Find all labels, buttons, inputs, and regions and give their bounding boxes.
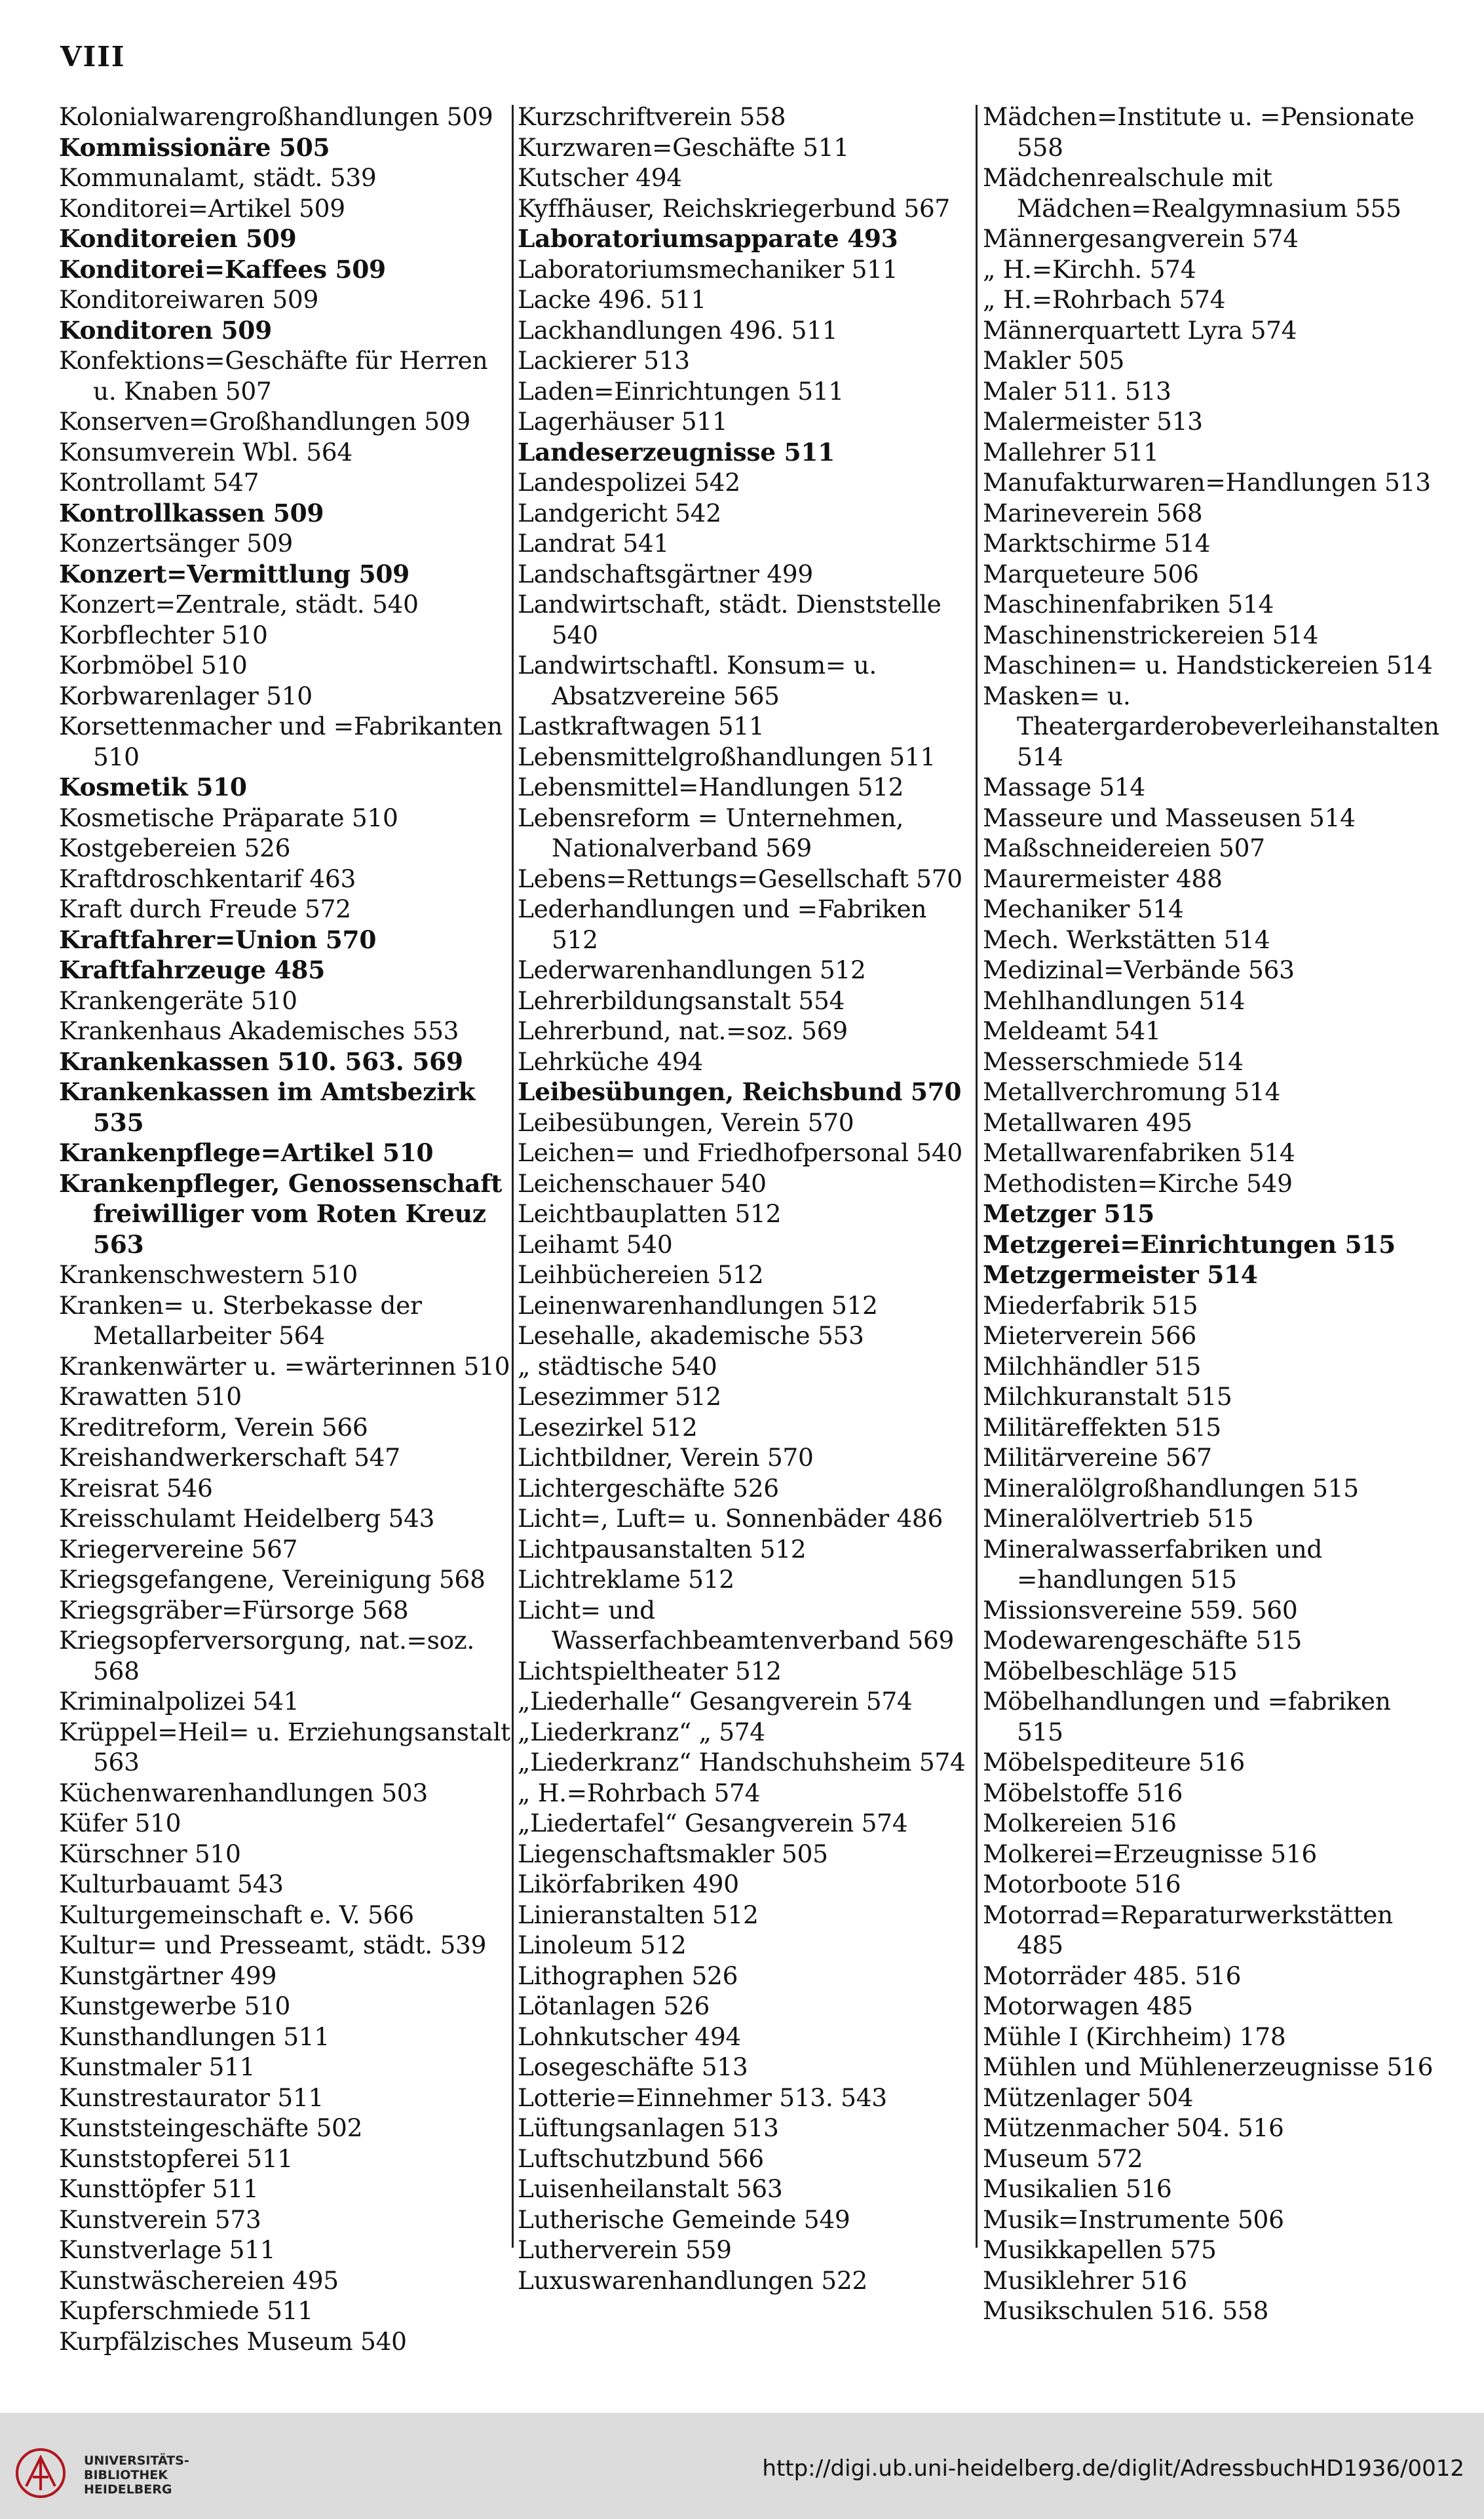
- index-entry: Masseure und Masseusen 514: [983, 803, 1356, 832]
- index-entry: Likörfabriken 490: [518, 1870, 739, 1898]
- index-entry: Kommissionäre 505: [59, 132, 330, 162]
- index-entry: Maler 511. 513: [983, 376, 1171, 406]
- index-entry: Möbelspediteure 516: [983, 1748, 1245, 1777]
- index-entry: Kunststeingeschäfte 502: [59, 2113, 363, 2142]
- index-entry: Kosmetische Präparate 510: [59, 803, 398, 832]
- index-entry: Krankenpflege=Artikel 510: [59, 1138, 434, 1167]
- index-entry: Messerschmiede 514: [983, 1047, 1244, 1076]
- index-entry: Kosmetik 510: [59, 773, 247, 801]
- index-entry: Luisenheilanstalt 563: [518, 2174, 783, 2203]
- index-entry: Kurzwaren=Geschäfte 511: [518, 132, 849, 162]
- index-entry: Kunststopferei 511: [59, 2144, 293, 2173]
- index-entry: Männerquartett Lyra 574: [983, 315, 1297, 345]
- index-entry: Leibesübungen, Reichsbund 570: [518, 1077, 962, 1106]
- index-entry: Mehlhandlungen 514: [983, 986, 1246, 1015]
- index-entry: Lackierer 513: [518, 346, 690, 375]
- index-entry: Kriegsgräber=Fürsorge 568: [59, 1595, 409, 1625]
- index-entry: Kurpfälzisches Museum 540: [59, 2326, 407, 2356]
- index-entry: Musiklehrer 516: [983, 2265, 1187, 2295]
- index-entry: Mützenmacher 504. 516: [983, 2113, 1284, 2142]
- index-entry: Kreisrat 546: [59, 1473, 213, 1503]
- index-entry: Leinenwarenhandlungen 512: [518, 1290, 878, 1320]
- index-entry: Musikkapellen 575: [983, 2235, 1217, 2264]
- index-entry: Kontrollkassen 509: [59, 498, 324, 528]
- index-entry: Küfer 510: [59, 1809, 181, 1837]
- index-entry: Modewarengeschäfte 515: [983, 1626, 1302, 1655]
- index-entry: Krüppel=Heil= u. Erziehungsanstalt 563: [59, 1717, 510, 1777]
- index-entry: Lacke 496. 511: [518, 285, 706, 314]
- index-entry: Laboratoriumsapparate 493: [518, 224, 898, 253]
- index-entry: Licht=, Luft= u. Sonnenbäder 486: [518, 1504, 943, 1533]
- index-entry: Leichtbauplatten 512: [518, 1199, 782, 1228]
- index-entry: Landschaftsgärtner 499: [518, 559, 813, 588]
- index-entry: Männergesangverein 574: [983, 224, 1299, 253]
- index-entry: Lesezimmer 512: [518, 1382, 721, 1411]
- index-entry: Lithographen 526: [518, 1961, 738, 1990]
- index-entry: Meldeamt 541: [983, 1016, 1161, 1045]
- index-entry: Krankenkassen 510. 563. 569: [59, 1047, 463, 1076]
- index-entry: Korsettenmacher und =Fabrikanten 510: [59, 712, 503, 771]
- index-entry: Kunstgärtner 499: [59, 1961, 277, 1990]
- index-entry: Musikalien 516: [983, 2174, 1172, 2203]
- index-entry: Mützenlager 504: [983, 2083, 1194, 2112]
- index-entry: Mühle I (Kirchheim) 178: [983, 2022, 1286, 2051]
- index-entry: Lüftungsanlagen 513: [518, 2113, 779, 2142]
- index-entry: Kulturbauamt 543: [59, 1870, 284, 1898]
- index-entry: Lutherverein 559: [518, 2235, 732, 2264]
- index-entry: Lichtspieltheater 512: [518, 1656, 782, 1685]
- index-entry: Kommunalamt, städt. 539: [59, 163, 377, 192]
- index-entry: „ H.=Rohrbach 574: [518, 1778, 761, 1807]
- index-entry: Lehrerbildungsanstalt 554: [518, 986, 845, 1015]
- index-entry: Lichtpausanstalten 512: [518, 1534, 807, 1564]
- index-entry: Korbwarenlager 510: [59, 681, 313, 710]
- index-entry: Marqueteure 506: [983, 559, 1199, 588]
- index-entry: Leichenschauer 540: [518, 1168, 767, 1198]
- index-entry: Korbmöbel 510: [59, 651, 248, 680]
- index-entry: Mädchen=Institute u. =Pensionate 558: [983, 102, 1415, 162]
- index-entry: Motorräder 485. 516: [983, 1961, 1242, 1990]
- index-entry: Maschinenstrickereien 514: [983, 620, 1319, 649]
- index-entry: Konzert=Vermittlung 509: [59, 559, 409, 588]
- index-entry: Mühlen und Mühlenerzeugnisse 516: [983, 2052, 1434, 2081]
- index-entry: Mineralölvertrieb 515: [983, 1504, 1254, 1533]
- index-entry: Landespolizei 542: [518, 468, 740, 497]
- library-name-line: BIBLIOTHEK: [84, 2468, 168, 2482]
- index-entry: Marktschirme 514: [983, 529, 1211, 558]
- index-entry: Krankenhaus Akademisches 553: [59, 1016, 459, 1045]
- index-entry: Maurermeister 488: [983, 864, 1223, 893]
- index-entry: „Liederhalle“ Gesangverein 574: [518, 1687, 913, 1716]
- index-entry: Krankenwärter u. =wärterinnen 510: [59, 1351, 510, 1381]
- index-entry: Konfektions=Geschäfte für Herren u. Knaben 507: [59, 346, 488, 406]
- index-entry: Kraftdroschkentarif 463: [59, 864, 356, 893]
- index-column-3: [983, 102, 1441, 2326]
- index-entry: Krankenschwestern 510: [59, 1260, 358, 1289]
- index-entry: Lichtbildner, Verein 570: [518, 1443, 814, 1472]
- index-entry: Kranken= u. Sterbekasse der Metallarbeiter 564: [59, 1290, 422, 1350]
- index-entry: Kriegervereine 567: [59, 1534, 298, 1564]
- index-entry: Kurzschriftverein 558: [518, 102, 786, 131]
- index-entry: Lagerhäuser 511: [518, 407, 728, 436]
- index-entry: Kupferschmiede 511: [59, 2296, 313, 2325]
- index-entry: Leichen= und Friedhofpersonal 540: [518, 1138, 962, 1167]
- index-entry: Mädchenrealschule mit Mädchen=Realgymnasium 555: [983, 163, 1401, 223]
- library-name-line: HEIDELBERG: [84, 2482, 172, 2497]
- index-entry: Molkerei=Erzeugnisse 516: [983, 1839, 1317, 1868]
- index-entry: Makler 505: [983, 346, 1125, 375]
- index-entry: Mineralwasserfabriken und =handlungen 515: [983, 1534, 1323, 1594]
- index-entry: Lehrküche 494: [518, 1047, 703, 1076]
- index-entry: Linieranstalten 512: [518, 1900, 759, 1929]
- index-entry: Kunsttöpfer 511: [59, 2174, 259, 2203]
- index-entry: Lutherische Gemeinde 549: [518, 2204, 850, 2234]
- index-entry: Konditoren 509: [59, 315, 272, 345]
- index-entry: Leihbüchereien 512: [518, 1260, 764, 1289]
- index-entry: Maschinenfabriken 514: [983, 590, 1274, 619]
- index-entry: Laboratoriumsmechaniker 511: [518, 254, 898, 284]
- index-entry: Lederwarenhandlungen 512: [518, 955, 866, 984]
- index-entry: Lesehalle, akademische 553: [518, 1321, 864, 1350]
- index-entry: Landgericht 542: [518, 498, 721, 528]
- index-entry: Maßschneidereien 507: [983, 834, 1265, 862]
- index-entry: Losegeschäfte 513: [518, 2052, 748, 2081]
- index-entry: Lohnkutscher 494: [518, 2022, 741, 2051]
- library-name-line: UNIVERSITÄTS-: [84, 2453, 189, 2468]
- column-divider: [976, 105, 978, 2248]
- index-entry: Motorboote 516: [983, 1870, 1181, 1898]
- index-entry: Liegenschaftsmakler 505: [518, 1839, 828, 1868]
- index-entry: Missionsvereine 559. 560: [983, 1595, 1298, 1625]
- page-number: VIII: [60, 41, 126, 73]
- index-entry: Landwirtschaftl. Konsum= u. Absatzvereine 565: [518, 651, 877, 710]
- index-entry: Lichtergeschäfte 526: [518, 1473, 779, 1503]
- index-entry: Lederhandlungen und =Fabriken 512: [518, 894, 927, 954]
- index-entry: Möbelhandlungen und =fabriken 515: [983, 1687, 1391, 1746]
- index-entry: Lotterie=Einnehmer 513. 543: [518, 2083, 887, 2112]
- index-entry: Kultur= und Presseamt, städt. 539: [59, 1931, 487, 1959]
- index-entry: Konserven=Großhandlungen 509: [59, 407, 470, 436]
- index-entry: Konditorei=Artikel 509: [59, 193, 345, 223]
- index-entry: Militäreffekten 515: [983, 1412, 1221, 1442]
- index-entry: Landrat 541: [518, 529, 669, 558]
- index-entry: Leihamt 540: [518, 1229, 673, 1259]
- index-entry: „Liedertafel“ Gesangverein 574: [518, 1809, 908, 1837]
- index-entry: Molkereien 516: [983, 1809, 1177, 1837]
- index-entry: „Liederkranz“ „ 574: [518, 1717, 765, 1746]
- column-divider: [512, 105, 514, 2248]
- index-entry: Laden=Einrichtungen 511: [518, 376, 844, 406]
- index-entry: Licht= und Wasserfachbeamtenverband 569: [518, 1595, 955, 1655]
- index-entry: Mech. Werkstätten 514: [983, 925, 1270, 954]
- index-entry: Miederfabrik 515: [983, 1290, 1198, 1320]
- index-entry: Milchhändler 515: [983, 1351, 1202, 1381]
- index-entry: Malermeister 513: [983, 407, 1203, 436]
- index-entry: Milchkuranstalt 515: [983, 1382, 1232, 1411]
- index-entry: Mechaniker 514: [983, 894, 1184, 923]
- index-entry: Medizinal=Verbände 563: [983, 955, 1295, 984]
- index-entry: Lebens=Rettungs=Gesellschaft 570: [518, 864, 962, 893]
- index-entry: Konditorei=Kaffees 509: [59, 254, 386, 284]
- index-entry: Luftschutzbund 566: [518, 2144, 764, 2173]
- index-entry: Kunstmaler 511: [59, 2052, 256, 2081]
- index-entry: Kunstwäschereien 495: [59, 2265, 339, 2295]
- index-entry: Kürschner 510: [59, 1839, 241, 1868]
- library-name: [84, 2453, 189, 2497]
- index-entry: Musikschulen 516. 558: [983, 2296, 1269, 2325]
- index-entry: Kraftfahrer=Union 570: [59, 925, 377, 954]
- index-entry: Lastkraftwagen 511: [518, 712, 765, 740]
- index-entry: Massage 514: [983, 773, 1145, 801]
- index-entry: Marineverein 568: [983, 498, 1203, 528]
- index-entry: Manufakturwaren=Handlungen 513: [983, 468, 1431, 497]
- index-entry: Masken= u. Theatergarderobeverleihanstalten 514: [983, 681, 1439, 771]
- index-entry: Kriminalpolizei 541: [59, 1687, 299, 1716]
- index-entry: Linoleum 512: [518, 1931, 687, 1959]
- index-entry: Kolonialwarengroßhandlungen 509: [59, 102, 493, 131]
- index-entry: Metzgerei=Einrichtungen 515: [983, 1229, 1396, 1259]
- index-entry: Krankengeräte 510: [59, 986, 297, 1015]
- index-entry: Kutscher 494: [518, 163, 682, 192]
- index-entry: Lackhandlungen 496. 511: [518, 315, 838, 345]
- index-entry: „ H.=Kirchh. 574: [983, 254, 1196, 284]
- index-column-2: [518, 102, 970, 2296]
- index-entry: Konditoreien 509: [59, 224, 297, 253]
- index-entry: Lebensmittelgroßhandlungen 511: [518, 742, 936, 771]
- index-entry: Kreditreform, Verein 566: [59, 1412, 368, 1442]
- index-entry: Mieterverein 566: [983, 1321, 1197, 1350]
- index-entry: Mineralölgroßhandlungen 515: [983, 1473, 1359, 1503]
- index-entry: Metzger 515: [983, 1199, 1154, 1228]
- index-entry: Metallverchromung 514: [983, 1077, 1281, 1106]
- index-entry: Kostgebereien 526: [59, 834, 291, 862]
- index-entry: Krankenpfleger, Genossenschaft freiwilliger vom Roten Kreuz 563: [59, 1168, 503, 1259]
- index-entry: Möbelbeschläge 515: [983, 1656, 1238, 1685]
- index-entry: Mallehrer 511: [983, 437, 1159, 467]
- index-entry: Landwirtschaft, städt. Dienststelle 540: [518, 590, 942, 649]
- index-entry: „Liederkranz“ Handschuhsheim 574: [518, 1748, 966, 1777]
- index-entry: Lebensmittel=Handlungen 512: [518, 773, 904, 801]
- index-entry: Lötanlagen 526: [518, 1991, 710, 2020]
- index-entry: Kontrollamt 547: [59, 468, 259, 497]
- index-entry: Landeserzeugnisse 511: [518, 437, 835, 467]
- index-entry: Militärvereine 567: [983, 1443, 1212, 1472]
- index-entry: Küchenwarenhandlungen 503: [59, 1778, 428, 1807]
- index-entry: Kriegsopferversorgung, nat.=soz. 568: [59, 1626, 474, 1685]
- index-entry: Leibesübungen, Verein 570: [518, 1107, 854, 1137]
- index-entry: Konditoreiwaren 509: [59, 285, 319, 314]
- index-entry: Kunstverein 573: [59, 2204, 261, 2234]
- index-entry: Kraft durch Freude 572: [59, 894, 351, 923]
- index-column-1: [59, 102, 511, 2356]
- index-entry: Korbflechter 510: [59, 620, 268, 649]
- index-entry: Motorwagen 485: [983, 1991, 1193, 2020]
- index-entry: Lesezirkel 512: [518, 1412, 698, 1442]
- university-seal-icon: [14, 2447, 67, 2499]
- index-entry: Methodisten=Kirche 549: [983, 1168, 1293, 1198]
- index-entry: Krawatten 510: [59, 1382, 242, 1411]
- index-entry: Kreishandwerkerschaft 547: [59, 1443, 400, 1472]
- index-entry: Maschinen= u. Handstickereien 514: [983, 651, 1433, 680]
- index-entry: Motorrad=Reparaturwerkstätten 485: [983, 1900, 1393, 1959]
- index-entry: Lichtreklame 512: [518, 1565, 734, 1594]
- index-entry: Krankenkassen im Amtsbezirk 535: [59, 1077, 476, 1137]
- index-entry: Kunstgewerbe 510: [59, 1991, 291, 2020]
- index-entry: Kunstrestaurator 511: [59, 2083, 324, 2112]
- index-entry: Lehrerbund, nat.=soz. 569: [518, 1016, 848, 1045]
- source-url[interactable]: http://digi.ub.uni-heidelberg.de/diglit/AdressbuchHD1936/0012: [762, 2455, 1464, 2482]
- index-entry: Kreisschulamt Heidelberg 543: [59, 1504, 435, 1533]
- index-entry: „ H.=Rohrbach 574: [983, 285, 1226, 314]
- index-entry: Metallwarenfabriken 514: [983, 1138, 1295, 1167]
- index-entry: Luxuswarenhandlungen 522: [518, 2265, 867, 2295]
- index-entry: Kriegsgefangene, Vereinigung 568: [59, 1565, 485, 1594]
- index-entry: Lebensreform = Unternehmen, Nationalverband 569: [518, 803, 904, 862]
- index-entry: Konzert=Zentrale, städt. 540: [59, 590, 419, 619]
- index-entry: Möbelstoffe 516: [983, 1778, 1183, 1807]
- index-entry: Kraftfahrzeuge 485: [59, 955, 325, 984]
- index-entry: Konsumverein Wbl. 564: [59, 437, 352, 467]
- index-entry: Museum 572: [983, 2144, 1143, 2173]
- index-entry: Kunsthandlungen 511: [59, 2022, 330, 2051]
- index-entry: Metallwaren 495: [983, 1107, 1192, 1137]
- footer-bar: [0, 2413, 1484, 2519]
- index-entry: Kunstverlage 511: [59, 2235, 276, 2264]
- index-entry: „ städtische 540: [518, 1351, 717, 1381]
- index-entry: Konzertsänger 509: [59, 529, 293, 558]
- index-entry: Kyffhäuser, Reichskriegerbund 567: [518, 193, 950, 223]
- index-entry: Musik=Instrumente 506: [983, 2204, 1284, 2234]
- index-entry: Kulturgemeinschaft e. V. 566: [59, 1900, 414, 1929]
- index-entry: Metzgermeister 514: [983, 1260, 1258, 1289]
